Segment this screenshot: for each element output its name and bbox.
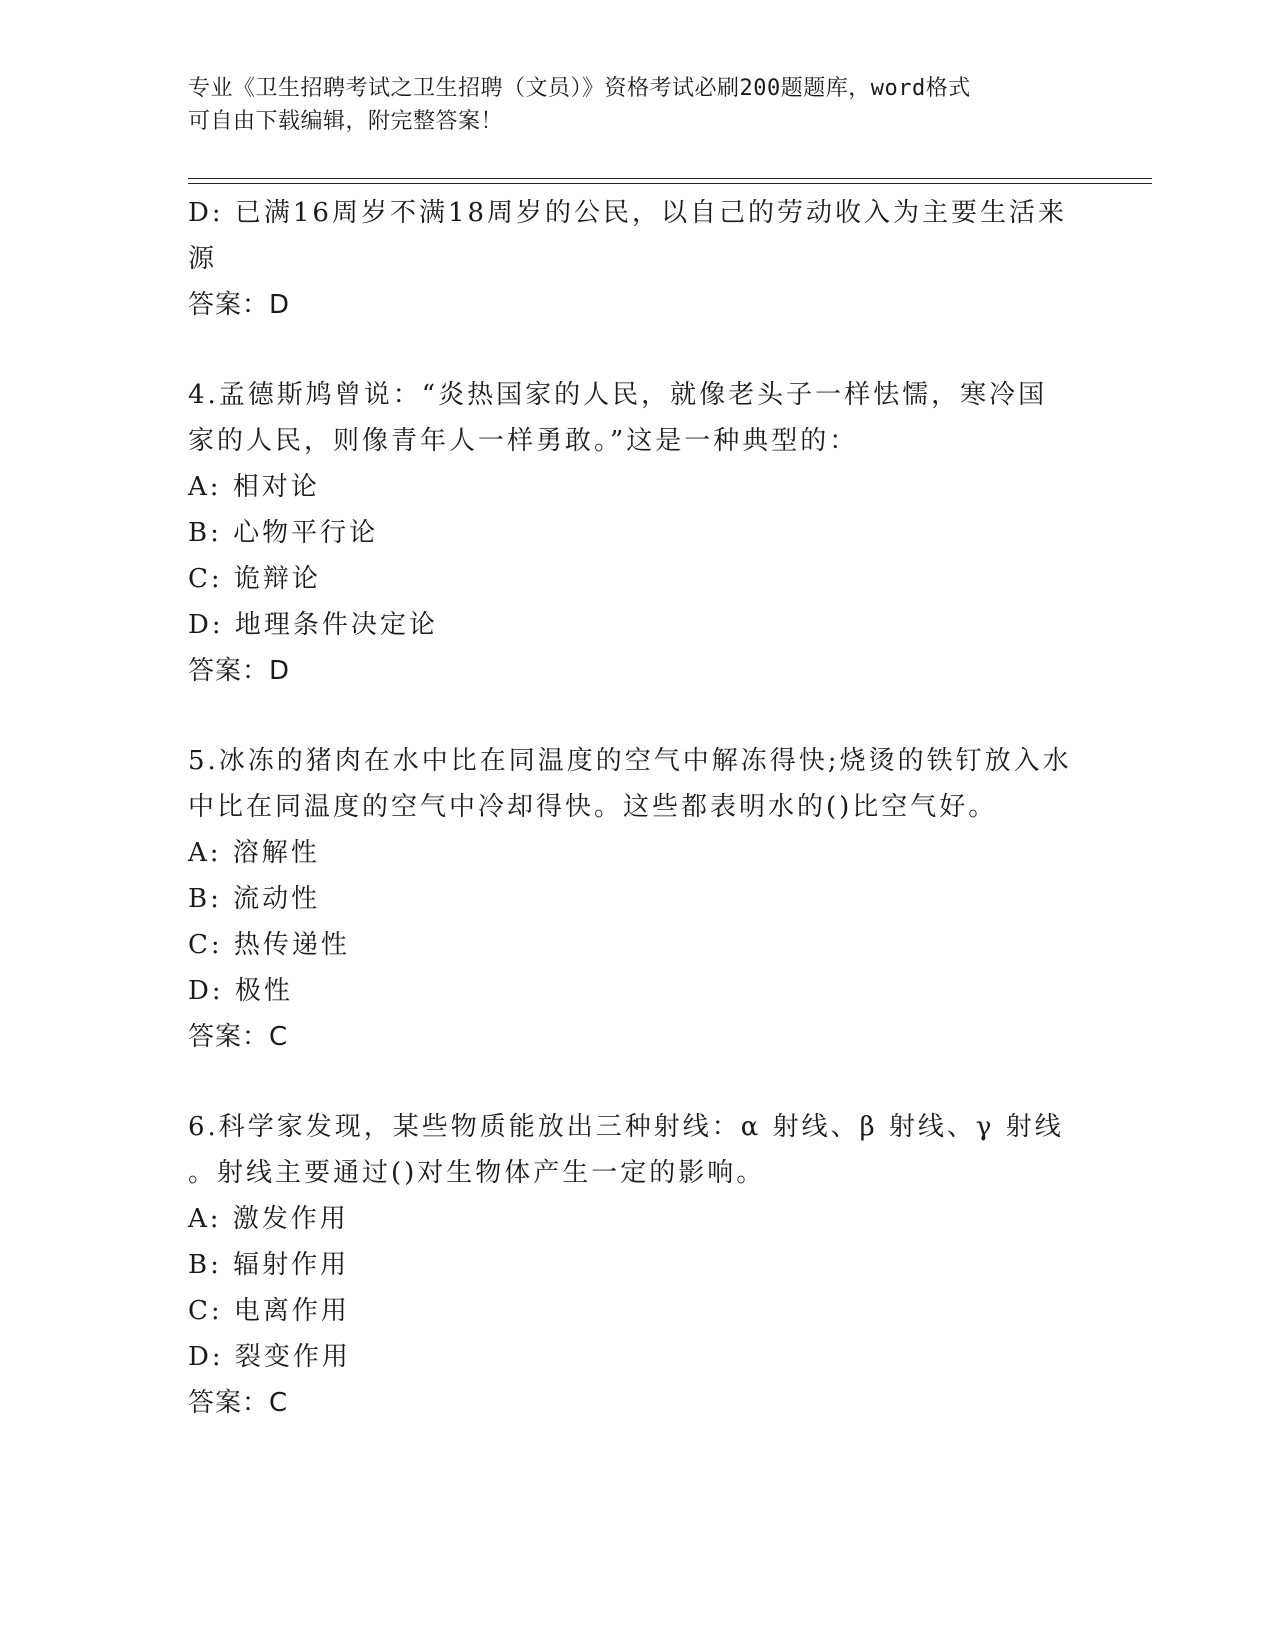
question-stem-continued: 。射线主要通过()对生物体产生一定的影响。 <box>188 1158 766 1188</box>
question-4 <box>188 372 1088 694</box>
question-stem: 6.科学家发现，某些物质能放出三种射线：α 射线、β 射线、γ 射线 <box>188 1112 1064 1142</box>
option-d: D: 地理条件决定论 <box>188 610 438 640</box>
document-header <box>188 72 1088 138</box>
answer: 答案：C <box>188 1388 289 1418</box>
option-a: A: 溶解性 <box>188 838 320 868</box>
answer: 答案：D <box>188 656 291 686</box>
header-line-2: 可自由下载编辑，附完整答案！ <box>188 109 504 134</box>
question-fragment <box>188 190 1088 328</box>
option-b: B: 心物平行论 <box>188 518 379 548</box>
spacer <box>188 694 1088 738</box>
header-divider-top <box>188 178 1152 179</box>
answer: 答案：D <box>188 290 291 320</box>
answer: 答案：C <box>188 1022 289 1052</box>
option-c: C: 电离作用 <box>188 1296 350 1326</box>
option-d: D: 已满16周岁不满18周岁的公民，以自己的劳动收入为主要生活来 <box>188 198 1068 228</box>
header-divider-bottom <box>188 183 1152 184</box>
question-6 <box>188 1104 1088 1426</box>
question-content <box>188 190 1088 1426</box>
question-stem: 4.孟德斯鸠曾说：“炎热国家的人民，就像老头子一样怯懦，寒冷国 <box>188 380 1048 410</box>
option-d-continued: 源 <box>188 244 218 274</box>
spacer <box>188 328 1088 372</box>
question-stem: 5.冰冻的猪肉在水中比在同温度的空气中解冻得快;烧烫的铁钉放入水 <box>188 746 1072 776</box>
option-b: B: 流动性 <box>188 884 321 914</box>
option-c: C: 诡辩论 <box>188 564 321 594</box>
question-5 <box>188 738 1088 1060</box>
option-b: B: 辐射作用 <box>188 1250 350 1280</box>
header-line-1: 专业《卫生招聘考试之卫生招聘（文员）》资格考试必刷200题题库，word格式 <box>188 76 971 101</box>
option-d: D: 裂变作用 <box>188 1342 351 1372</box>
question-stem-continued: 中比在同温度的空气中冷却得快。这些都表明水的()比空气好。 <box>188 792 998 822</box>
spacer <box>188 1060 1088 1104</box>
option-d: D: 极性 <box>188 976 293 1006</box>
option-a: A: 相对论 <box>188 472 320 502</box>
option-a: A: 激发作用 <box>188 1204 349 1234</box>
option-c: C: 热传递性 <box>188 930 350 960</box>
question-stem-continued: 家的人民，则像青年人一样勇敢。”这是一种典型的： <box>188 426 859 456</box>
